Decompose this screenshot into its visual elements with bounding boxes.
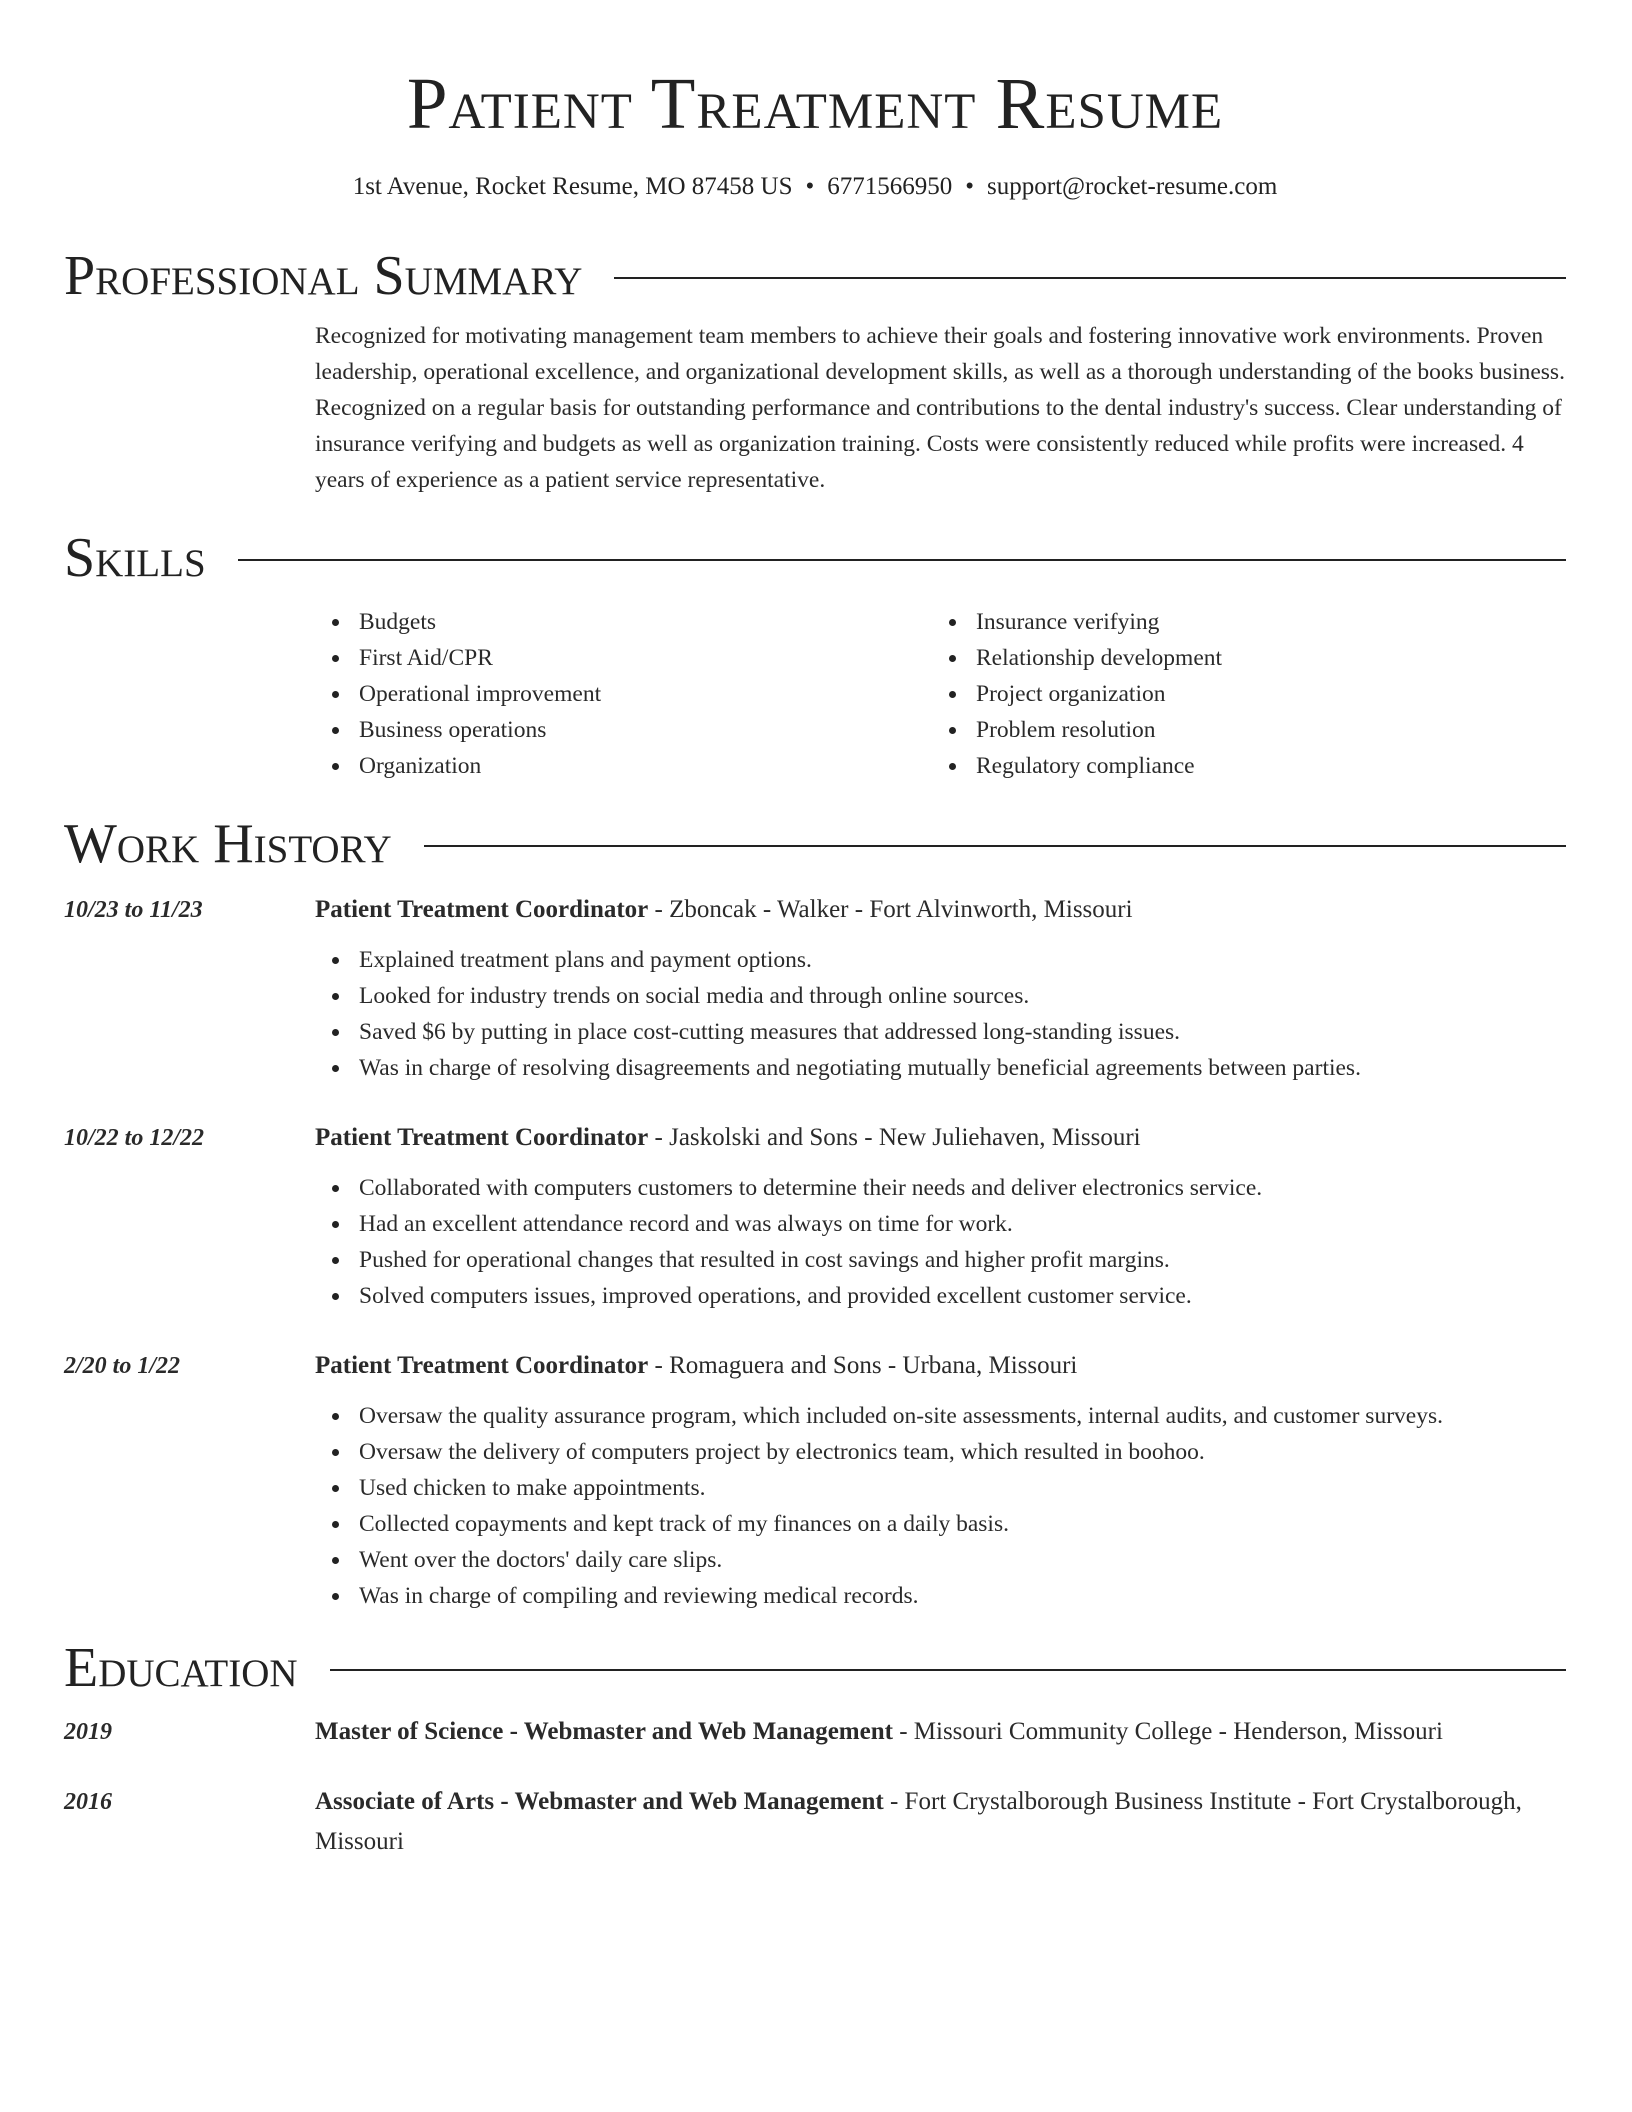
job-bullet: Explained treatment plans and payment options. (315, 942, 1566, 978)
skill-item: Relationship development (932, 640, 1549, 676)
job-bullet: Collected copayments and kept track of my finances on a daily basis. (315, 1506, 1566, 1542)
job-bullet: Collaborated with computers customers to determine their needs and deliver electronics service. (315, 1170, 1566, 1206)
job-bullet: Solved computers issues, improved operations, and provided excellent customer service. (315, 1278, 1566, 1314)
job-employer: - Romaguera and Sons - Urbana, Missouri (648, 1352, 1078, 1379)
education-degree: Associate of Arts - Webmaster and Web Management (315, 1788, 884, 1815)
job-role: Patient Treatment Coordinator (315, 1124, 649, 1151)
summary-heading: Professional Summary (64, 245, 583, 307)
education-details (315, 1782, 1566, 1862)
education-line (315, 1782, 1566, 1862)
section-divider (424, 845, 1566, 847)
job-bullet: Had an excellent attendance record and was always on time for work. (315, 1206, 1566, 1242)
job-role: Patient Treatment Coordinator (315, 1352, 649, 1379)
job-entry (64, 1346, 1566, 1614)
education-year: 2016 (64, 1789, 112, 1815)
skill-item: Organization (315, 748, 932, 784)
education-entry (64, 1712, 1566, 1752)
job-bullet: Saved $6 by putting in place cost-cutting measures that addressed long-standing issues. (315, 1014, 1566, 1050)
education-entry (64, 1782, 1566, 1862)
section-divider (238, 559, 1566, 561)
summary-section-header (64, 244, 1566, 308)
education-school: - Fort Crystalborough Business Institute - Fort Crystalborough, Missouri (315, 1788, 1522, 1855)
job-details (315, 1118, 1566, 1314)
job-details (315, 1346, 1566, 1614)
skill-item: Operational improvement (315, 676, 932, 712)
job-bullet: Pushed for operational changes that resulted in cost savings and higher profit margins. (315, 1242, 1566, 1278)
contact-separator: • (965, 173, 975, 200)
work-heading: Work History (64, 813, 392, 875)
job-bullets (315, 1170, 1566, 1314)
job-title-line (315, 1346, 1566, 1386)
skills-column-left (315, 604, 932, 784)
education-heading: Education (64, 1637, 298, 1699)
job-employer: - Zboncak - Walker - Fort Alvinworth, Missouri (648, 896, 1133, 923)
job-bullet: Oversaw the quality assurance program, which included on-site assessments, internal audits, and customer surveys. (315, 1398, 1566, 1434)
education-line (315, 1712, 1566, 1752)
job-bullet: Was in charge of resolving disagreements and negotiating mutually beneficial agreements between parties. (315, 1050, 1566, 1086)
job-entry (64, 1118, 1566, 1314)
job-bullet: Looked for industry trends on social media and through online sources. (315, 978, 1566, 1014)
contact-address: 1st Avenue, Rocket Resume, MO 87458 US (352, 173, 793, 200)
job-employer: - Jaskolski and Sons - New Juliehaven, Missouri (648, 1124, 1141, 1151)
skill-item: First Aid/CPR (315, 640, 932, 676)
job-role: Patient Treatment Coordinator (315, 896, 649, 923)
skills-heading: Skills (64, 527, 206, 589)
contact-line (64, 170, 1566, 204)
skills-list (315, 604, 1566, 784)
skill-item: Business operations (315, 712, 932, 748)
job-dates: 10/22 to 12/22 (64, 1125, 205, 1151)
work-section-header (64, 812, 1566, 876)
summary-text: Recognized for motivating management team members to achieve their goals and fostering innovative work environments. Proven leadership, operational excellence, and organizational development skills, as well as a thorough understanding of the books business. Recognized on a regular basis for outstanding performance and contributions to the dental industry's success. Clear understanding of insurance verifying and budgets as well as organization training. Costs were consistently reduced while profits were increased. 4 years of experience as a patient service representative. (315, 323, 1565, 493)
skill-item: Regulatory compliance (932, 748, 1549, 784)
section-divider (614, 277, 1566, 279)
skill-item: Problem resolution (932, 712, 1549, 748)
contact-phone: 6771566950 (827, 173, 953, 200)
job-bullet: Was in charge of compiling and reviewing medical records. (315, 1578, 1566, 1614)
skill-item: Project organization (932, 676, 1549, 712)
contact-email: support@rocket-resume.com (987, 173, 1278, 200)
job-entry (64, 890, 1566, 1086)
resume-page (64, 0, 1566, 1862)
skill-item: Budgets (315, 604, 932, 640)
job-title-line (315, 1118, 1566, 1158)
job-bullets (315, 1398, 1566, 1614)
job-bullet: Oversaw the delivery of computers project by electronics team, which resulted in boohoo. (315, 1434, 1566, 1470)
resume-title: Patient Treatment Resume (406, 63, 1224, 144)
education-degree: Master of Science - Webmaster and Web Management (315, 1718, 893, 1745)
job-bullet: Used chicken to make appointments. (315, 1470, 1566, 1506)
education-year: 2019 (64, 1719, 112, 1745)
section-divider (330, 1669, 1566, 1671)
job-dates: 10/23 to 11/23 (64, 897, 203, 923)
education-section-header (64, 1636, 1566, 1700)
education-details (315, 1712, 1566, 1752)
job-bullet: Went over the doctors' daily care slips. (315, 1542, 1566, 1578)
job-details (315, 890, 1566, 1086)
education-school: - Missouri Community College - Henderson, Missouri (892, 1718, 1443, 1745)
job-title-line (315, 890, 1566, 930)
skills-column-right (932, 604, 1549, 784)
job-bullets (315, 942, 1566, 1086)
skills-section-header (64, 526, 1566, 590)
contact-separator: • (805, 173, 815, 200)
job-dates: 2/20 to 1/22 (64, 1353, 181, 1379)
skill-item: Insurance verifying (932, 604, 1549, 640)
